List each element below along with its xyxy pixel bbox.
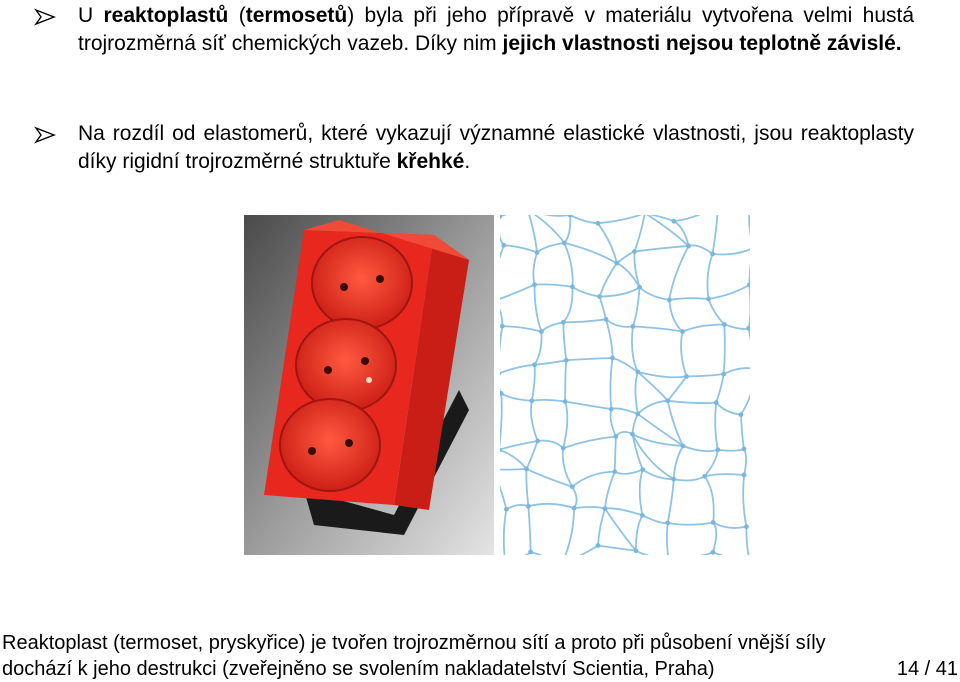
bullet-2-text	[78, 120, 914, 176]
caption-line-2: dochází k jeho destrukci (zveřejněno se svolením nakladatelství Scientia, Praha)	[2, 658, 715, 680]
bullet-1-text	[78, 2, 914, 58]
bullet-segment: křehké	[396, 150, 465, 173]
page-number: 14 / 41	[896, 658, 958, 680]
bullet-segment: U	[78, 4, 104, 27]
arrow-bullet-icon	[34, 124, 56, 146]
bullet-segment: jejich vlastnosti nejsou teplotně závislé.	[502, 32, 902, 55]
caption-line-1: Reaktoplast (termoset, pryskyřice) je tvořen trojrozměrnou sítí a proto při působení vnější síly	[2, 632, 826, 654]
red-power-socket-photo	[244, 215, 494, 555]
bullet-segment: ) byla při jeho přípravě v materiálu vytvořena velmi hustá trojrozměrná síť chemických vazeb. Díky nim	[78, 4, 915, 55]
bullet-segment: reaktoplastů	[103, 4, 229, 27]
bullet-1	[34, 2, 914, 58]
bullet-2	[34, 120, 914, 176]
bullet-segment: Na rozdíl od elastomerů, které vykazují významné elastické vlastnosti, jsou reaktoplasty díky rigidní trojrozměrné struktuře	[78, 122, 914, 173]
arrow-bullet-icon	[34, 6, 56, 28]
bullet-segment: termosetů	[245, 4, 348, 27]
bullet-segment: (	[228, 4, 246, 27]
bullet-segment: .	[464, 150, 471, 173]
crosslinked-network-illustration	[500, 215, 750, 555]
figure-caption	[2, 630, 958, 682]
